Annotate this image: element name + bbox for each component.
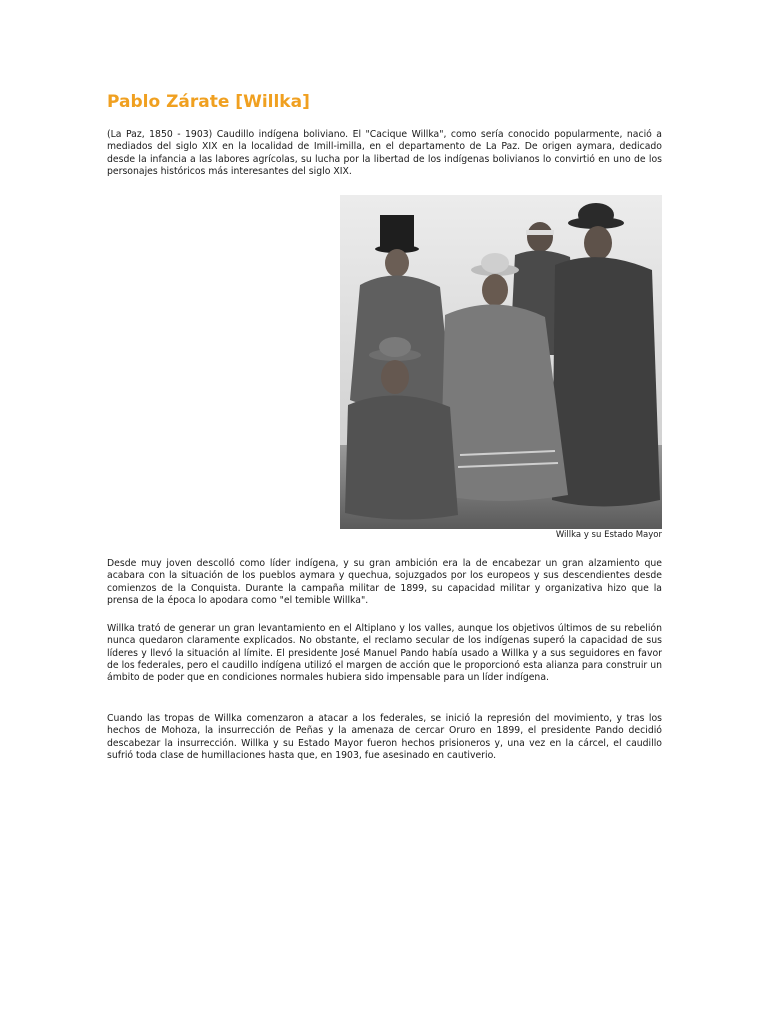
photo-figure bbox=[340, 195, 662, 541]
paragraph-youth: Desde muy joven descolló como líder indígena, y su gran ambición era la de encabezar un gran alzamiento que acabara con la situación de los pueblos aymara y quechua, sojuzgados por los europeos y sus descendientes desde comienzos de la Conquista. Durante la campaña militar de 1899, su capacidad militar y organizativa hizo que la prensa de la época lo apodara como "el temible Willka". bbox=[107, 558, 662, 606]
photo-caption: Willka y su Estado Mayor bbox=[555, 530, 662, 540]
group-photograph bbox=[340, 195, 662, 529]
page-title: Pablo Zárate [Willka] bbox=[107, 92, 310, 112]
paragraph-intro: (La Paz, 1850 - 1903) Caudillo indígena boliviano. El "Cacique Willka", como sería conocido popularmente, nació a mediados del siglo XIX en la localidad de Imill-imilla, en el departamento de La Paz. De origen aymara, dedicado desde la infancia a las labores agrícolas, su lucha por la libertad de los indígenas bolivianos lo convirtió en uno de los personajes históricos más interesantes del siglo XIX. bbox=[107, 129, 662, 177]
paragraph-uprising: Willka trató de generar un gran levantamiento en el Altiplano y los valles, aunque los objetivos últimos de su rebelión nunca quedaron claramente explicados. No obstante, el reclamo secular de los indígenas superó la capacidad de sus líderes y llevó la situación al límite. El presidente José Manuel Pando había usado a Willka y a sus seguidores en favor de los federales, pero el caudillo indígena utilizó el margen de acción que le proporcionó esta alianza para construir un ámbito de poder que en condiciones normales hubiera sido impensable para un líder indígena. bbox=[107, 623, 662, 684]
paragraph-capture: Cuando las tropas de Willka comenzaron a atacar a los federales, se inició la represión del movimiento, y tras los hechos de Mohoza, la insurrección de Peñas y la amenaza de cercar Oruro en 1899, el presidente Pando decidió descabezar la insurrección. Willka y su Estado Mayor fueron hechos prisioneros y, una vez en la cárcel, el caudillo sufrió toda clase de humillaciones hasta que, en 1903, fue asesinado en cautiverio. bbox=[107, 713, 662, 761]
